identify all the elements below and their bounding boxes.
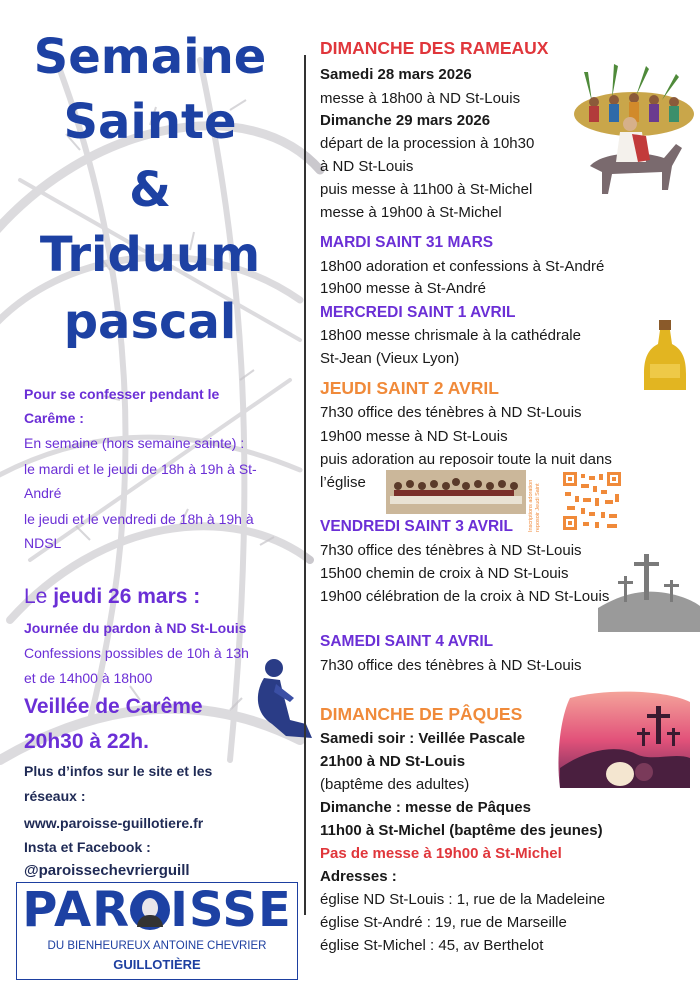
jeudi-line-3: et de 14h00 à 18h00 xyxy=(24,670,153,686)
jeudi-line-1: Journée du pardon à ND St-Louis xyxy=(24,620,247,636)
column-divider xyxy=(304,55,306,915)
mercredi-l2: St-Jean (Vieux Lyon) xyxy=(320,350,460,367)
paques-l6: Pas de messe à 19h00 à St-Michel xyxy=(320,845,562,862)
vendredi-l3: 19h00 célébration de la croix à ND St-Louis xyxy=(320,588,610,605)
rameaux-samedi: Samedi 28 mars 2026 xyxy=(320,66,472,83)
paques-l8: église ND St-Louis : 1, rue de la Madeleine xyxy=(320,891,606,908)
vendredi-title: VENDREDI SAINT 3 AVRIL xyxy=(320,518,513,535)
samedi-saint-title: SAMEDI SAINT 4 AVRIL xyxy=(320,633,494,650)
logo-main-left: PAR xyxy=(22,882,131,938)
rameaux-dim-1: départ de la procession à 10h30 xyxy=(320,135,535,152)
title-line-2: Sainte xyxy=(63,94,237,150)
paques-l2: 21h00 à ND St-Louis xyxy=(320,753,466,770)
rameaux-dim-4: messe à 19h00 à St-Michel xyxy=(320,204,502,221)
infos-line-1: Plus d’infos sur le site et les xyxy=(24,763,213,779)
jeudi-heading xyxy=(24,585,306,609)
logo-sub2: GUILLOTIÈRE xyxy=(113,957,201,972)
veillee-title: Veillée de Carême xyxy=(24,695,203,718)
paques-l3: (baptême des adultes) xyxy=(320,776,470,793)
paques-l10: église St-Michel : 45, av Berthelot xyxy=(320,937,544,954)
jeudi-line-2: Confessions possibles de 10h à 13h xyxy=(24,645,249,661)
social-label: Insta et Facebook : xyxy=(24,839,151,855)
palm-procession-icon xyxy=(572,62,698,202)
jeudi-saint-title: JEUDI SAINT 2 AVRIL xyxy=(320,378,499,398)
logo-main xyxy=(17,883,297,937)
confess-heading-2: Carême : xyxy=(24,410,84,426)
social-handle[interactable]: @paroissechevrierguill xyxy=(24,862,190,879)
vendredi-l2: 15h00 chemin de croix à ND St-Louis xyxy=(320,565,569,582)
jeudi-saint-l4: l’église xyxy=(320,474,366,491)
infos-line-2: réseaux : xyxy=(24,788,86,804)
confess-line-2: le mardi et le jeudi de 18h à 19h à St- xyxy=(24,461,257,477)
qr-caption xyxy=(522,470,582,536)
title-line-4: Triduum xyxy=(39,227,261,283)
qr-caption-text: Inscriptions adoration reposoir Jeudi Saint xyxy=(528,479,541,532)
paques-l7: Adresses : xyxy=(320,868,397,885)
mardi-title: MARDI SAINT 31 MARS xyxy=(320,234,494,251)
jeudi-saint-l2: 19h00 messe à ND St-Louis xyxy=(320,428,508,445)
jeudi-title: jeudi 26 mars : xyxy=(53,585,201,608)
rameaux-title: DIMANCHE DES RAMEAUX xyxy=(320,38,549,58)
confess-line-4: le jeudi et le vendredi de 18h à 19h à xyxy=(24,511,254,527)
title-line-3: & xyxy=(129,162,171,218)
paques-l5: 11h00 à St-Michel (baptême des jeunes) xyxy=(320,822,603,839)
paques-l1: Samedi soir : Veillée Pascale xyxy=(320,730,526,747)
mardi-l1: 18h00 adoration et confessions à St-André xyxy=(320,258,605,275)
confess-line-3: André xyxy=(24,485,62,501)
paques-l9: église St-André : 19, rue de Marseille xyxy=(320,914,567,931)
left-column xyxy=(0,0,305,990)
title-line-1: Semaine xyxy=(33,29,267,85)
title-line-5: pascal xyxy=(63,294,237,350)
jeudi-saint-l3: puis adoration au reposoir toute la nuit dans xyxy=(320,451,612,468)
rameaux-samedi-1: messe à 18h00 à ND St-Louis xyxy=(320,90,521,107)
site-link[interactable]: www.paroisse-guillotiere.fr xyxy=(24,815,204,831)
parish-logo xyxy=(16,882,298,980)
confess-line-5: NDSL xyxy=(24,535,62,551)
priest-portrait-icon xyxy=(130,890,170,930)
mercredi-l1: 18h00 messe chrismale à la cathédrale xyxy=(320,327,581,344)
jeudi-saint-l1: 7h30 office des ténèbres à ND St-Louis xyxy=(320,404,582,421)
last-supper-icon xyxy=(386,470,526,514)
rameaux-dim-3: puis messe à 11h00 à St-Michel xyxy=(320,181,533,198)
oil-bottle-icon xyxy=(640,318,690,394)
logo-main-right: ISSE xyxy=(170,882,292,938)
confess-line-1: En semaine (hors semaine sainte) : xyxy=(24,435,245,451)
mercredi-title: MERCREDI SAINT 1 AVRIL xyxy=(320,304,516,321)
vendredi-l1: 7h30 office des ténèbres à ND St-Louis xyxy=(320,542,582,559)
calvary-icon xyxy=(598,548,700,632)
paques-l4: Dimanche : messe de Pâques xyxy=(320,799,531,816)
confess-heading-1: Pour se confesser pendant le xyxy=(24,386,220,402)
logo-sub: DU BIENHEUREUX ANTOINE CHEVRIER xyxy=(47,940,267,952)
veillee-hours: 20h30 à 22h. xyxy=(24,730,149,753)
samedi-saint-l1: 7h30 office des ténèbres à ND St-Louis xyxy=(320,657,582,674)
mardi-l2: 19h00 messe à St-André xyxy=(320,280,486,297)
paques-title: DIMANCHE DE PÂQUES xyxy=(320,704,523,724)
empty-tomb-icon xyxy=(556,688,694,794)
rameaux-dim-2: à ND St-Louis xyxy=(320,158,414,175)
rameaux-dimanche: Dimanche 29 mars 2026 xyxy=(320,112,491,129)
jeudi-prefix: Le xyxy=(24,585,54,608)
